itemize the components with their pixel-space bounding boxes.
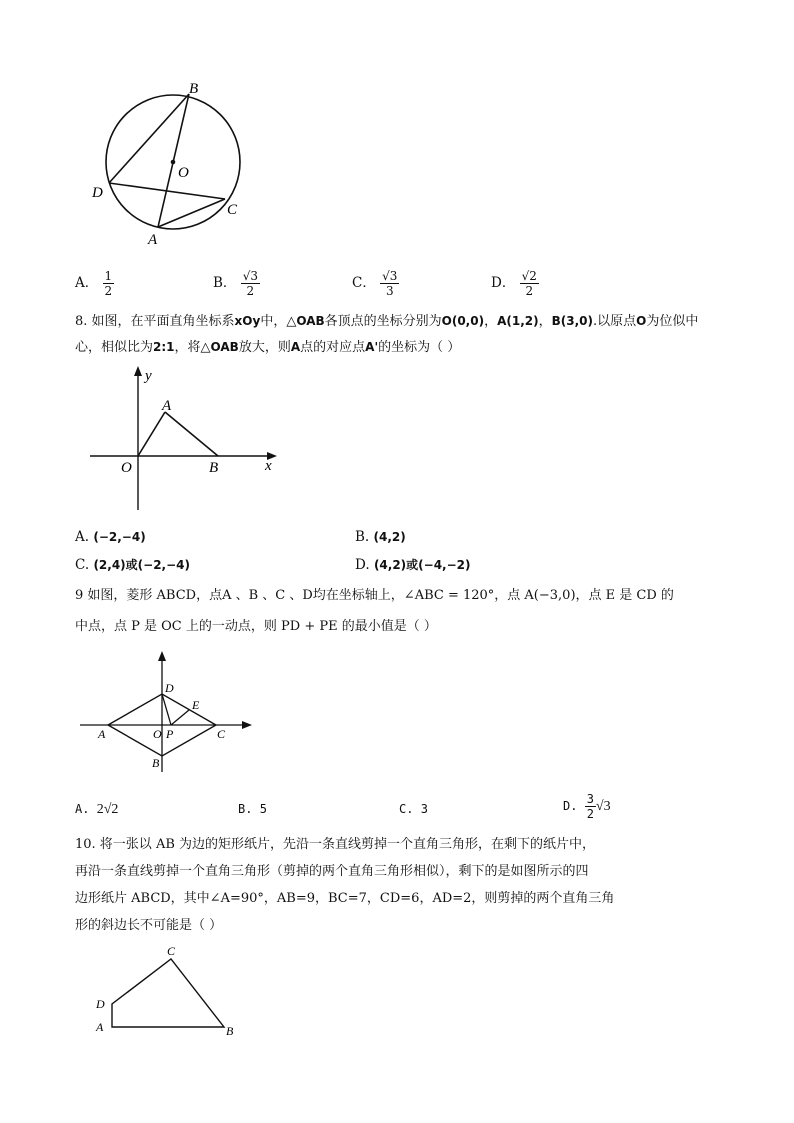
label-o: O bbox=[121, 460, 132, 476]
label-o: O bbox=[153, 727, 162, 741]
q7-option-c[interactable]: C． $\frac{√3}{3}$ bbox=[352, 269, 398, 298]
label-b: B bbox=[209, 460, 219, 476]
label-c: C bbox=[227, 202, 238, 218]
y-axis-arrow bbox=[158, 651, 166, 661]
label-o: O bbox=[178, 165, 189, 181]
x-axis-arrow bbox=[242, 721, 252, 729]
q8-option-d[interactable]: D. (4,2)或(−4,−2) bbox=[355, 557, 471, 573]
segment-ac bbox=[158, 199, 225, 227]
label-d: D bbox=[96, 997, 105, 1011]
segment-db bbox=[109, 94, 189, 183]
label-b: B bbox=[189, 81, 199, 97]
segment-ab bbox=[165, 412, 218, 456]
label-a: A bbox=[96, 1020, 104, 1034]
q8-line-2: 心，相似比为2:1，将△OAB放大，则A点的对应点A'的坐标为（ ） bbox=[75, 340, 461, 355]
label-y: y bbox=[145, 368, 152, 384]
q8-coordinate-figure bbox=[85, 362, 285, 512]
q8-option-a[interactable]: A. (−2,−4) bbox=[75, 529, 146, 545]
label-c: C bbox=[167, 944, 176, 958]
q8-option-b[interactable]: B. (4,2) bbox=[355, 529, 406, 545]
q9-line-2: 中点，点 P 是 OC 上的一动点，则 PD + PE 的最小值是（ ） bbox=[75, 619, 437, 634]
q8-option-c[interactable]: C. (2,4)或(−2,−4) bbox=[75, 557, 191, 573]
label-a: A bbox=[148, 232, 158, 248]
q9-option-b[interactable]: B. 5 bbox=[238, 802, 267, 816]
segment-pe bbox=[171, 710, 189, 725]
q9-option-d[interactable]: D. $\frac{3}{2}$ √3 bbox=[563, 792, 611, 821]
label-b: B bbox=[152, 756, 160, 770]
q9-rhombus-figure bbox=[78, 648, 258, 774]
label-a: A bbox=[162, 398, 172, 414]
label-b: B bbox=[226, 1024, 234, 1038]
q10-line-3: 边形纸片 ABCD，其中∠A=90°，AB=9，BC=7，CD=6，AD=2，则剪掉的两个直角三角 bbox=[75, 891, 615, 906]
label-x: x bbox=[265, 458, 272, 474]
label-e: E bbox=[192, 698, 200, 712]
q7-circle-figure bbox=[85, 78, 255, 248]
q7-option-b[interactable]: B． $\frac{√3}{2}$ bbox=[213, 269, 258, 298]
q10-line-2: 再沿一条直线剪掉一个直角三角形（剪掉的两个直角三角形相似），剩下的是如图所示的四 bbox=[75, 864, 589, 879]
q9-line-1: 9 如图，菱形 ABCD，点A 、B 、C 、D均在坐标轴上，∠ABC = 120°，点 A(−3,0)，点 E 是 CD 的 bbox=[75, 588, 674, 603]
label-d: D bbox=[92, 185, 103, 201]
q9-option-c[interactable]: C. 3 bbox=[399, 802, 428, 816]
q10-line-4: 形的斜边长不可能是（ ） bbox=[75, 918, 223, 933]
q10-quadrilateral-figure bbox=[90, 942, 250, 1042]
quadrilateral-abcd bbox=[112, 959, 224, 1027]
label-a: A bbox=[98, 727, 106, 741]
center-point bbox=[171, 160, 176, 165]
q7-option-d[interactable]: D． $\frac{√2}{2}$ bbox=[491, 269, 537, 298]
label-p: P bbox=[166, 727, 174, 741]
q7-option-a[interactable]: A． $\frac{1}{2}$ bbox=[75, 269, 113, 298]
q8-line-1: 8. 如图，在平面直角坐标系xOy中，△OAB各顶点的坐标分别为O(0,0)，A(1,2)，B(3,0).以原点O为位似中 bbox=[75, 314, 699, 329]
label-c: C bbox=[217, 727, 226, 741]
y-axis-arrow bbox=[134, 366, 142, 376]
segment-oa bbox=[138, 412, 165, 456]
q10-line-1: 10. 将一张以 AB 为边的矩形纸片，先沿一条直线剪掉一个直角三角形，在剩下的纸片中， bbox=[75, 837, 596, 852]
label-d: D bbox=[165, 681, 174, 695]
q9-option-a[interactable]: A. 2√2 bbox=[75, 802, 119, 817]
